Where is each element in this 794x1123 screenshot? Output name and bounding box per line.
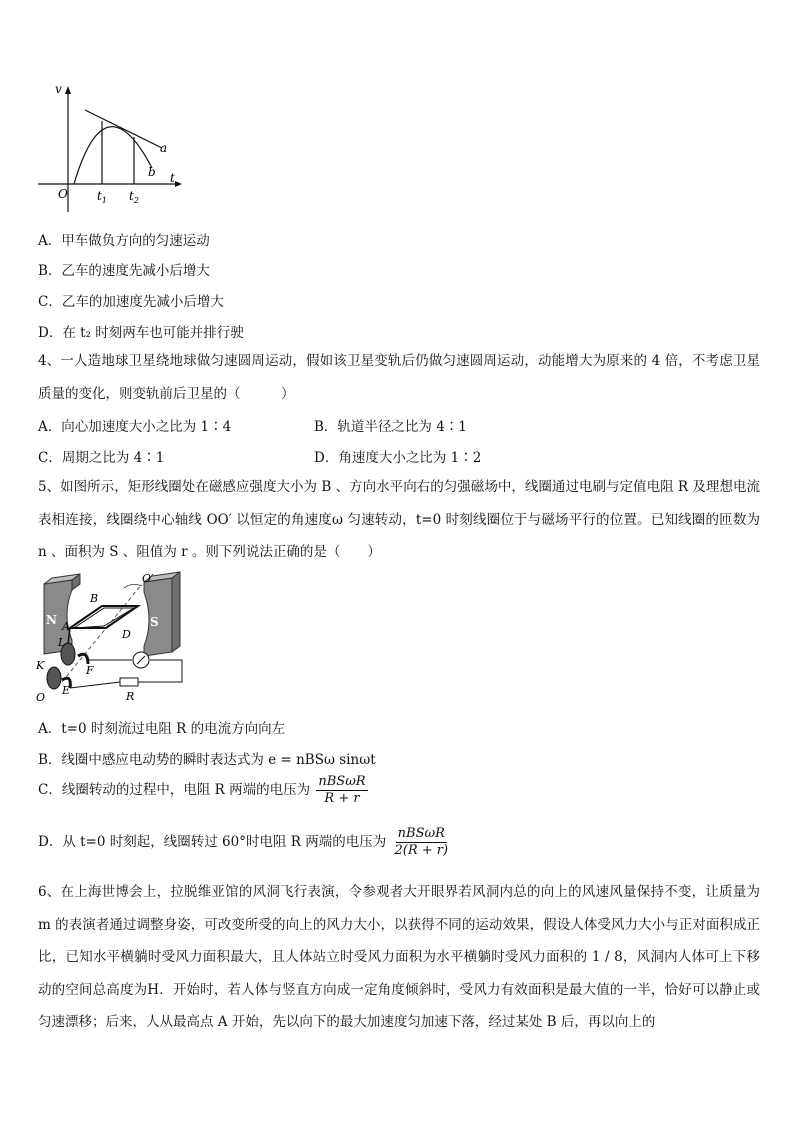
v-axis-arrow — [65, 86, 71, 94]
label-o: O — [36, 691, 46, 704]
q5-option-d-denominator: 2(R + r) — [394, 843, 449, 858]
n-pole-label: N — [46, 613, 57, 627]
q3-option-d: D．在 t₂ 时刻两车也可能并排行驶 — [38, 325, 244, 341]
label-b: B — [90, 592, 99, 605]
q4-option-b: B．轨道半径之比为 4∶1 — [314, 419, 467, 435]
q4-option-d: D．角速度大小之比为 1∶2 — [314, 450, 482, 466]
q5-option-c-text: C．线圈转动的过程中，电阻 R 两端的电压为 — [38, 782, 311, 798]
origin-label: O — [58, 187, 68, 201]
vt-graph — [30, 78, 190, 218]
a-label: a — [160, 141, 168, 155]
q3-option-c: C．乙车的加速度先减小后增大 — [38, 294, 224, 310]
generator-figure — [32, 570, 202, 705]
q6-stem: 6、在上海世博会上，拉脱维亚馆的风洞飞行表演，令参观者大开眼界若风洞内总的向上的风速风量保持不变，让质量为m 的表演者通过调整身姿，可改变所受的向上的风力大小，以获得不同的运动效果，假设人体受风力大小与正对面积成正比，已知水平横躺时受风力面积最大，且人体站立时受风力面积为水平横躺时受风力面积的 1 / 8，风洞内人体可上下移动的空间总高度为H．开始时，若人体与竖直方向成一定角度倾斜时，受风力有效面积是最大值的一半，恰好可以静止或匀速漂移；后来，人从最高点 A 开始，先以向下的最大加速度匀加速下落，经过某处 B 后，再以向上的 — [38, 884, 760, 1030]
slip-ring-lower — [47, 667, 61, 689]
q3-option-b: B．乙车的速度先减小后增大 — [38, 263, 210, 279]
label-o-prime: O′ — [142, 572, 154, 585]
brush-f — [78, 654, 88, 664]
label-l: L — [58, 636, 66, 649]
q5-option-c-denominator: R + r — [324, 791, 360, 806]
q5-option-c-numerator: nBSωR — [318, 774, 366, 789]
q3-option-a: A．甲车做负方向的匀速运动 — [38, 233, 210, 249]
t2-label: $t_2$ — [129, 189, 139, 205]
t-label: t — [170, 171, 175, 185]
label-e: E — [62, 684, 71, 697]
label-r: R — [126, 690, 135, 703]
s-pole-label: S — [150, 615, 159, 629]
q5-option-c-fraction — [316, 774, 367, 807]
label-a: A — [62, 620, 70, 633]
q4-stem: 4、一人造地球卫星绕地球做匀速圆周运动，假如该卫星变轨后仍做匀速圆周运动，动能增大为原来的 4 倍，不考虑卫星质量的变化，则变轨前后卫星的（ ） — [38, 353, 760, 402]
q4-option-a: A．向心加速度大小之比为 1∶4 — [38, 419, 232, 435]
q5-option-c — [38, 774, 368, 807]
t-axis-arrow — [175, 181, 182, 187]
coil — [70, 606, 138, 628]
v-label: v — [55, 82, 62, 96]
b-label: b — [148, 165, 156, 179]
q4-option-c: C．周期之比为 4∶1 — [38, 450, 165, 466]
label-k: K — [36, 659, 45, 672]
q5-option-b: B．线圈中感应电动势的瞬时表达式为 e = nBSω sinωt — [38, 752, 376, 768]
resistor-r — [120, 678, 138, 686]
curve-b — [74, 127, 152, 184]
q5-option-d-text: D．从 t=0 时刻起，线圈转过 60°时电阻 R 两端的电压为 — [38, 834, 387, 850]
q5-stem: 5、如图所示，矩形线圈处在磁感应强度大小为 B 、方向水平向右的匀强磁场中，线圈通过电刷与定值电阻 R 及理想电流表相连接，线圈绕中心轴线 OO′ 以恒定的角速度ω 匀速转动，t=0 时刻线圈位于与磁场平行的位置。已知线圈的匝数为 n 、面积为 S 、阻值为 r 。则下列说法正确的是（ ） — [38, 479, 760, 560]
q5-option-d — [38, 826, 450, 859]
t1-label: $t_1$ — [97, 189, 107, 205]
label-f: F — [86, 664, 94, 677]
q5-option-d-numerator: nBSωR — [397, 826, 445, 841]
line-a — [85, 110, 162, 148]
q5-option-a: A．t=0 时刻流过电阻 R 的电流方向向左 — [38, 721, 286, 737]
q5-option-d-fraction — [393, 826, 451, 859]
label-d: D — [122, 628, 131, 641]
